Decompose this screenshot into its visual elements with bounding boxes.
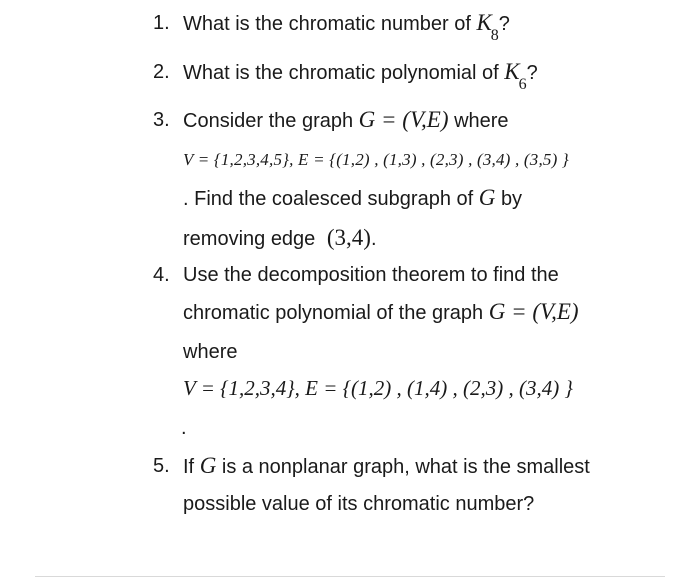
question-3-line-3 [183,186,522,211]
question-2-text [183,59,538,93]
question-4-line-2-before: chromatic polynomial of the graph [183,302,484,324]
question-3-number: 3. [153,109,170,131]
question-1-number: 1. [153,12,170,34]
question-2-math-subscript: 6 [518,76,527,93]
question-4-sets: V = {1,2,3,4}, E = {(1,2) , (1,4) , (2,3) , (3,4) } [183,376,573,400]
question-3-graph-expr: G = (V,E) [358,107,449,132]
question-3-removing-edge: (3,4) [326,225,371,250]
question-1-text [183,10,510,44]
question-5-line-1 [183,454,590,479]
question-3-continuation-var: G [478,185,496,210]
question-5-math-var: G [199,453,217,478]
question-2-text-after: ? [526,62,538,84]
question-3-line-4 [183,226,377,251]
question-2-number: 2. [153,61,170,83]
question-4-trailing-dot: . [181,417,187,439]
question-1-math-subscript: 8 [490,27,499,44]
question-3-sets: V = {1,2,3,4,5}, E = {(1,2) , (1,3) , (2,3) , (3,4) , (3,5) } [183,150,569,169]
question-5-text-before: If [183,456,195,478]
question-5-number: 5. [153,455,170,477]
question-3-text-before: Consider the graph [183,110,354,132]
question-4-line-2 [183,300,579,325]
question-4-line-1: Use the decomposition theorem to find the [183,264,559,286]
question-5-line-2: possible value of its chromatic number? [183,493,535,515]
question-2-math-symbol: K [504,59,520,84]
question-1-text-after: ? [498,13,510,35]
question-3-removing-after: . [370,228,377,250]
question-2-text-before: What is the chromatic polynomial of [183,62,499,84]
bottom-divider [35,576,665,577]
question-1-text-before: What is the chromatic number of [183,13,471,35]
question-1-math-symbol: K [476,10,492,35]
question-3-continuation-before: . Find the coalesced subgraph of [183,188,474,210]
question-4-number: 4. [153,264,170,286]
question-3-text-after: where [454,110,509,132]
question-3-continuation-after: by [500,188,523,210]
question-5-text-after: is a nonplanar graph, what is the smallest [221,456,590,478]
question-4-line-3: where [183,341,238,363]
question-4-graph-expr: G = (V,E) [488,299,579,324]
question-3-line-1 [183,108,509,133]
question-3-removing-before: removing edge [183,228,316,250]
